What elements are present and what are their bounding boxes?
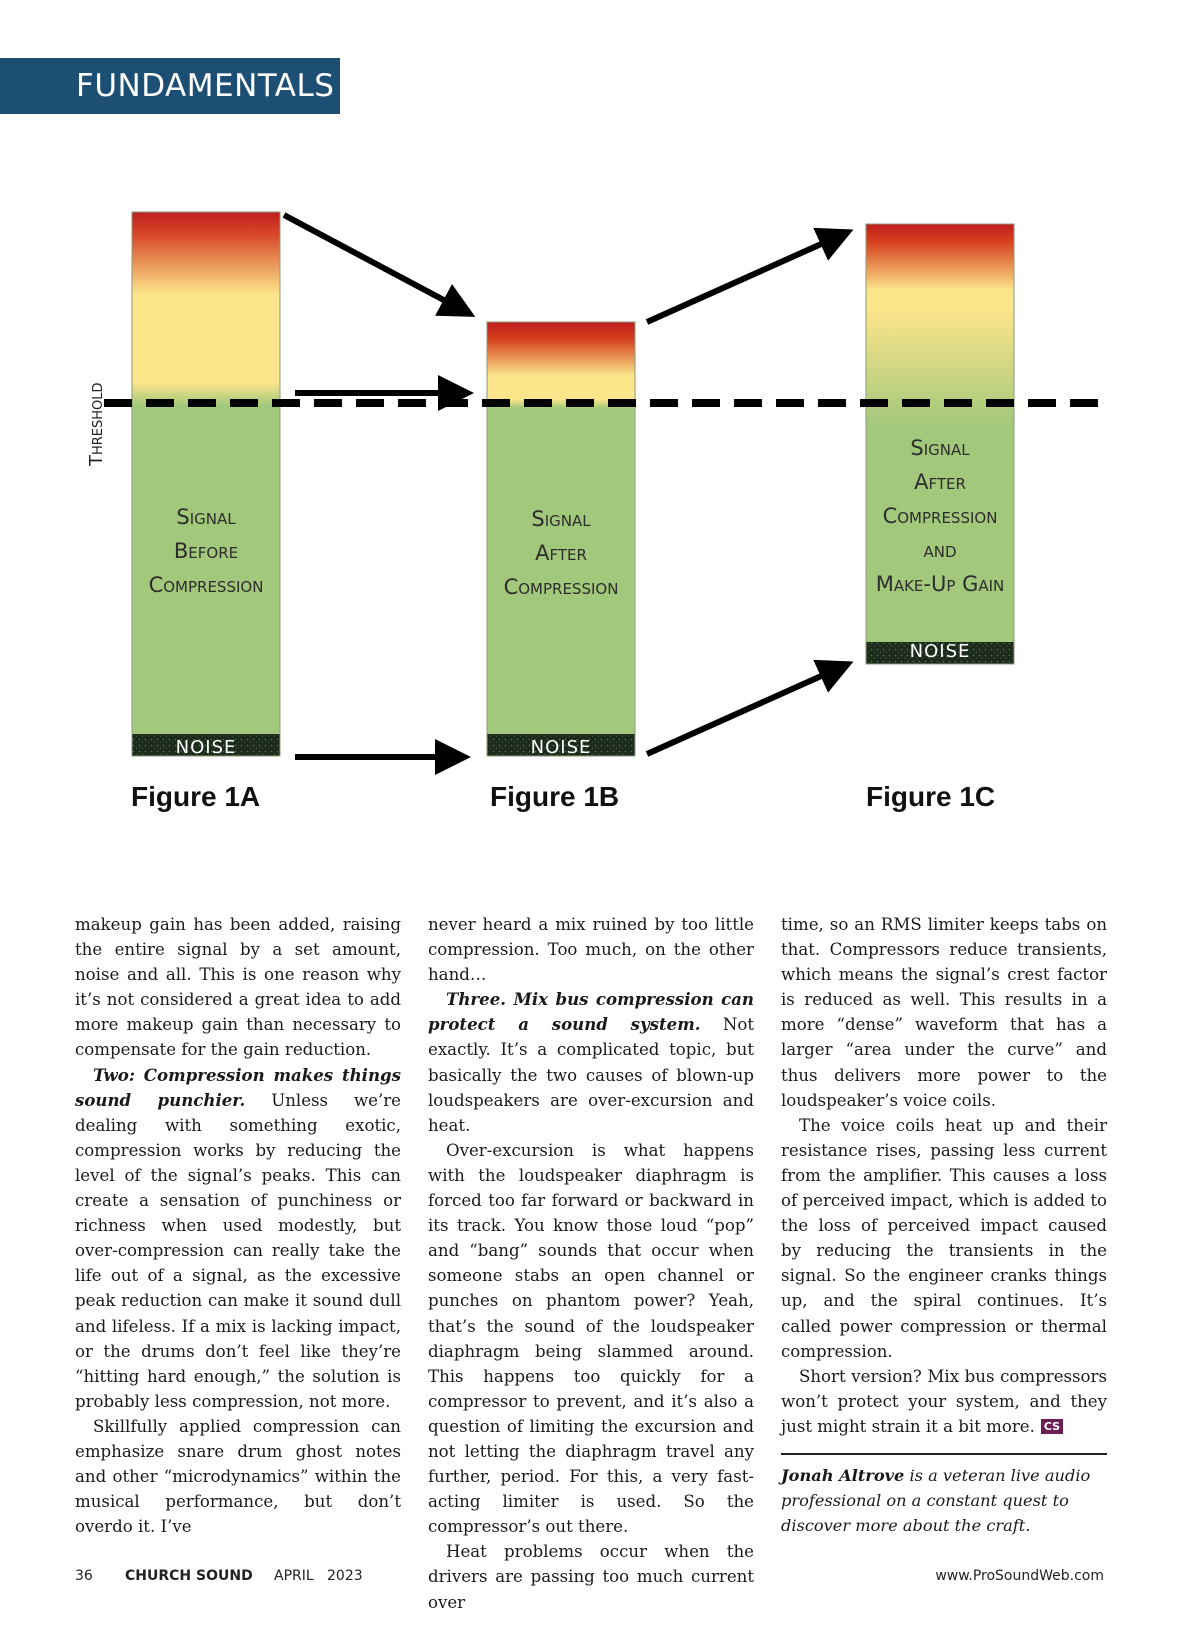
- bar-1a-peak: [132, 212, 280, 406]
- author-name: Jonah Altrove: [781, 1465, 905, 1485]
- arrow-1a-peak-to-1b: [284, 215, 470, 314]
- col1-para-2: [75, 1063, 401, 1414]
- footer-month: APRIL: [274, 1568, 314, 1584]
- footer-year: 2023: [327, 1568, 363, 1584]
- column-3: [781, 912, 1107, 1538]
- arrow-1b-peak-to-1c: [647, 232, 848, 322]
- figure-1a-caption: Figure 1A: [131, 781, 261, 812]
- bar-figure-1c: [866, 224, 1014, 664]
- bar-1b-label-3: Compression: [503, 575, 619, 599]
- col3-para-3-text: Short version? Mix bus compressors won’t protect your system, and they just might strain it a bit more.: [781, 1366, 1107, 1436]
- bar-1b-label-1: Signal: [531, 507, 591, 531]
- col3-para-3: [781, 1364, 1107, 1439]
- bar-1c-noise-label: NOISE: [909, 641, 971, 662]
- footer-website: www.ProSoundWeb.com: [935, 1568, 1104, 1584]
- bar-1c-label-1: Signal: [910, 436, 970, 460]
- bar-1a-label-3: Compression: [148, 573, 264, 597]
- col1-para-1: makeup gain has been added, raising the entire signal by a set amount, noise and all. This is one reason why it’s not considered a great idea to add more makeup gain than necessary to compensate for the gain reduction.: [75, 915, 401, 1060]
- col1-para-3: Skillfully applied compression can emphasize snare drum ghost notes and other “microdynamics” within the musical performance, but don’t overdo it. I’ve: [75, 1416, 401, 1537]
- section-header: FUNDAMENTALS: [0, 58, 340, 114]
- footer-magazine: CHURCH SOUND: [125, 1568, 253, 1584]
- threshold-label: Threshold: [86, 382, 107, 466]
- col2-para-4: Heat problems occur when the drivers are passing too much current over: [428, 1542, 754, 1612]
- column-1: [75, 912, 401, 1539]
- bar-1b-peak: [487, 322, 635, 408]
- bar-1b-noise-label: NOISE: [530, 737, 592, 758]
- bar-1a-label-2: Before: [173, 539, 239, 563]
- bar-1a-label-1: Signal: [176, 505, 236, 529]
- col3-para-2: The voice coils heat up and their resistance rises, passing less current from the amplifier. This causes a loss of perceived impact, which is added to the loss of perceived impact caused by reducing the transients in the signal. So the engineer cranks things up, and the spiral continues. It’s called power compression or thermal compression.: [781, 1115, 1107, 1361]
- col3-para-1: time, so an RMS limiter keeps tabs on that. Compressors reduce transients, which means the signal’s crest factor is reduced as well. This results in a more “dense” waveform that has a larger “area under the curve” and thus delivers more power to the loudspeaker’s voice coils.: [781, 915, 1107, 1110]
- col2-para-1: never heard a mix ruined by too little compression. Too much, on the other hand…: [428, 915, 754, 985]
- author-bio-text: is a veteran live audio professional on a constant quest to discover more about the craft.: [781, 1465, 1091, 1535]
- col1-para-2-body: Unless we’re dealing with something exotic, compression works by reducing the level of the signal’s peaks. This can create a sensation of punchiness or richness when used modestly, but over-compression can really take the life out of a signal, as the excessive peak reduction can make it sound dull and lifeless. If a mix is lacking impact, or the drums don’t feel like they’re “hitting hard enough,” the solution is probably less compression, not more.: [75, 1090, 401, 1411]
- col2-para-2: [428, 987, 754, 1138]
- bar-1b-body: [487, 408, 635, 734]
- figure-1b-caption: Figure 1B: [490, 781, 620, 812]
- figure-1c-caption: Figure 1C: [866, 781, 996, 812]
- footer-page-number: 36: [75, 1568, 93, 1584]
- bar-figure-1a: [132, 212, 280, 758]
- arrow-1b-noise-to-1c: [647, 664, 848, 754]
- column-2: [428, 912, 754, 1615]
- bar-figure-1b: [487, 322, 635, 758]
- bar-1c-label-3: Compression: [882, 504, 998, 528]
- col2-para-2-lead: Three. Mix bus compression can protect a sound system.: [428, 989, 754, 1035]
- bar-1a-noise-label: NOISE: [175, 737, 237, 758]
- bar-1c-label-4: and: [923, 538, 957, 562]
- col2-para-2-body: Not exactly. It’s a complicated topic, but basically the two causes of blown-up loudspeakers are over-excursion and heat.: [428, 1015, 755, 1135]
- bar-1c-label-5: Make-Up Gain: [875, 572, 1005, 596]
- bar-1c-label-2: After: [914, 470, 966, 494]
- end-mark-badge: CS: [1041, 1419, 1063, 1434]
- bar-1b-label-2: After: [535, 541, 587, 565]
- col1-para-2-lead: Two: Compression makes things sound punchier.: [75, 1064, 401, 1110]
- bar-1a-body: [132, 406, 280, 734]
- author-bio: [781, 1453, 1107, 1538]
- bar-1c-peak: [866, 224, 1014, 312]
- col2-para-3: Over-excursion is what happens with the loudspeaker diaphragm is forced too far forward or backward in its track. You know those loud “pop” and “bang” sounds that occur when someone stabs an open channel or punches on phantom power? Yeah, that’s the sound of the loudspeaker diaphragm being slammed around. This happens too quickly for a compressor to prevent, and it’s also a question of limiting the excursion and not letting the diaphragm travel any further, period. For this, a very fast-acting limiter is used. So the compressor’s out there.: [428, 1140, 754, 1537]
